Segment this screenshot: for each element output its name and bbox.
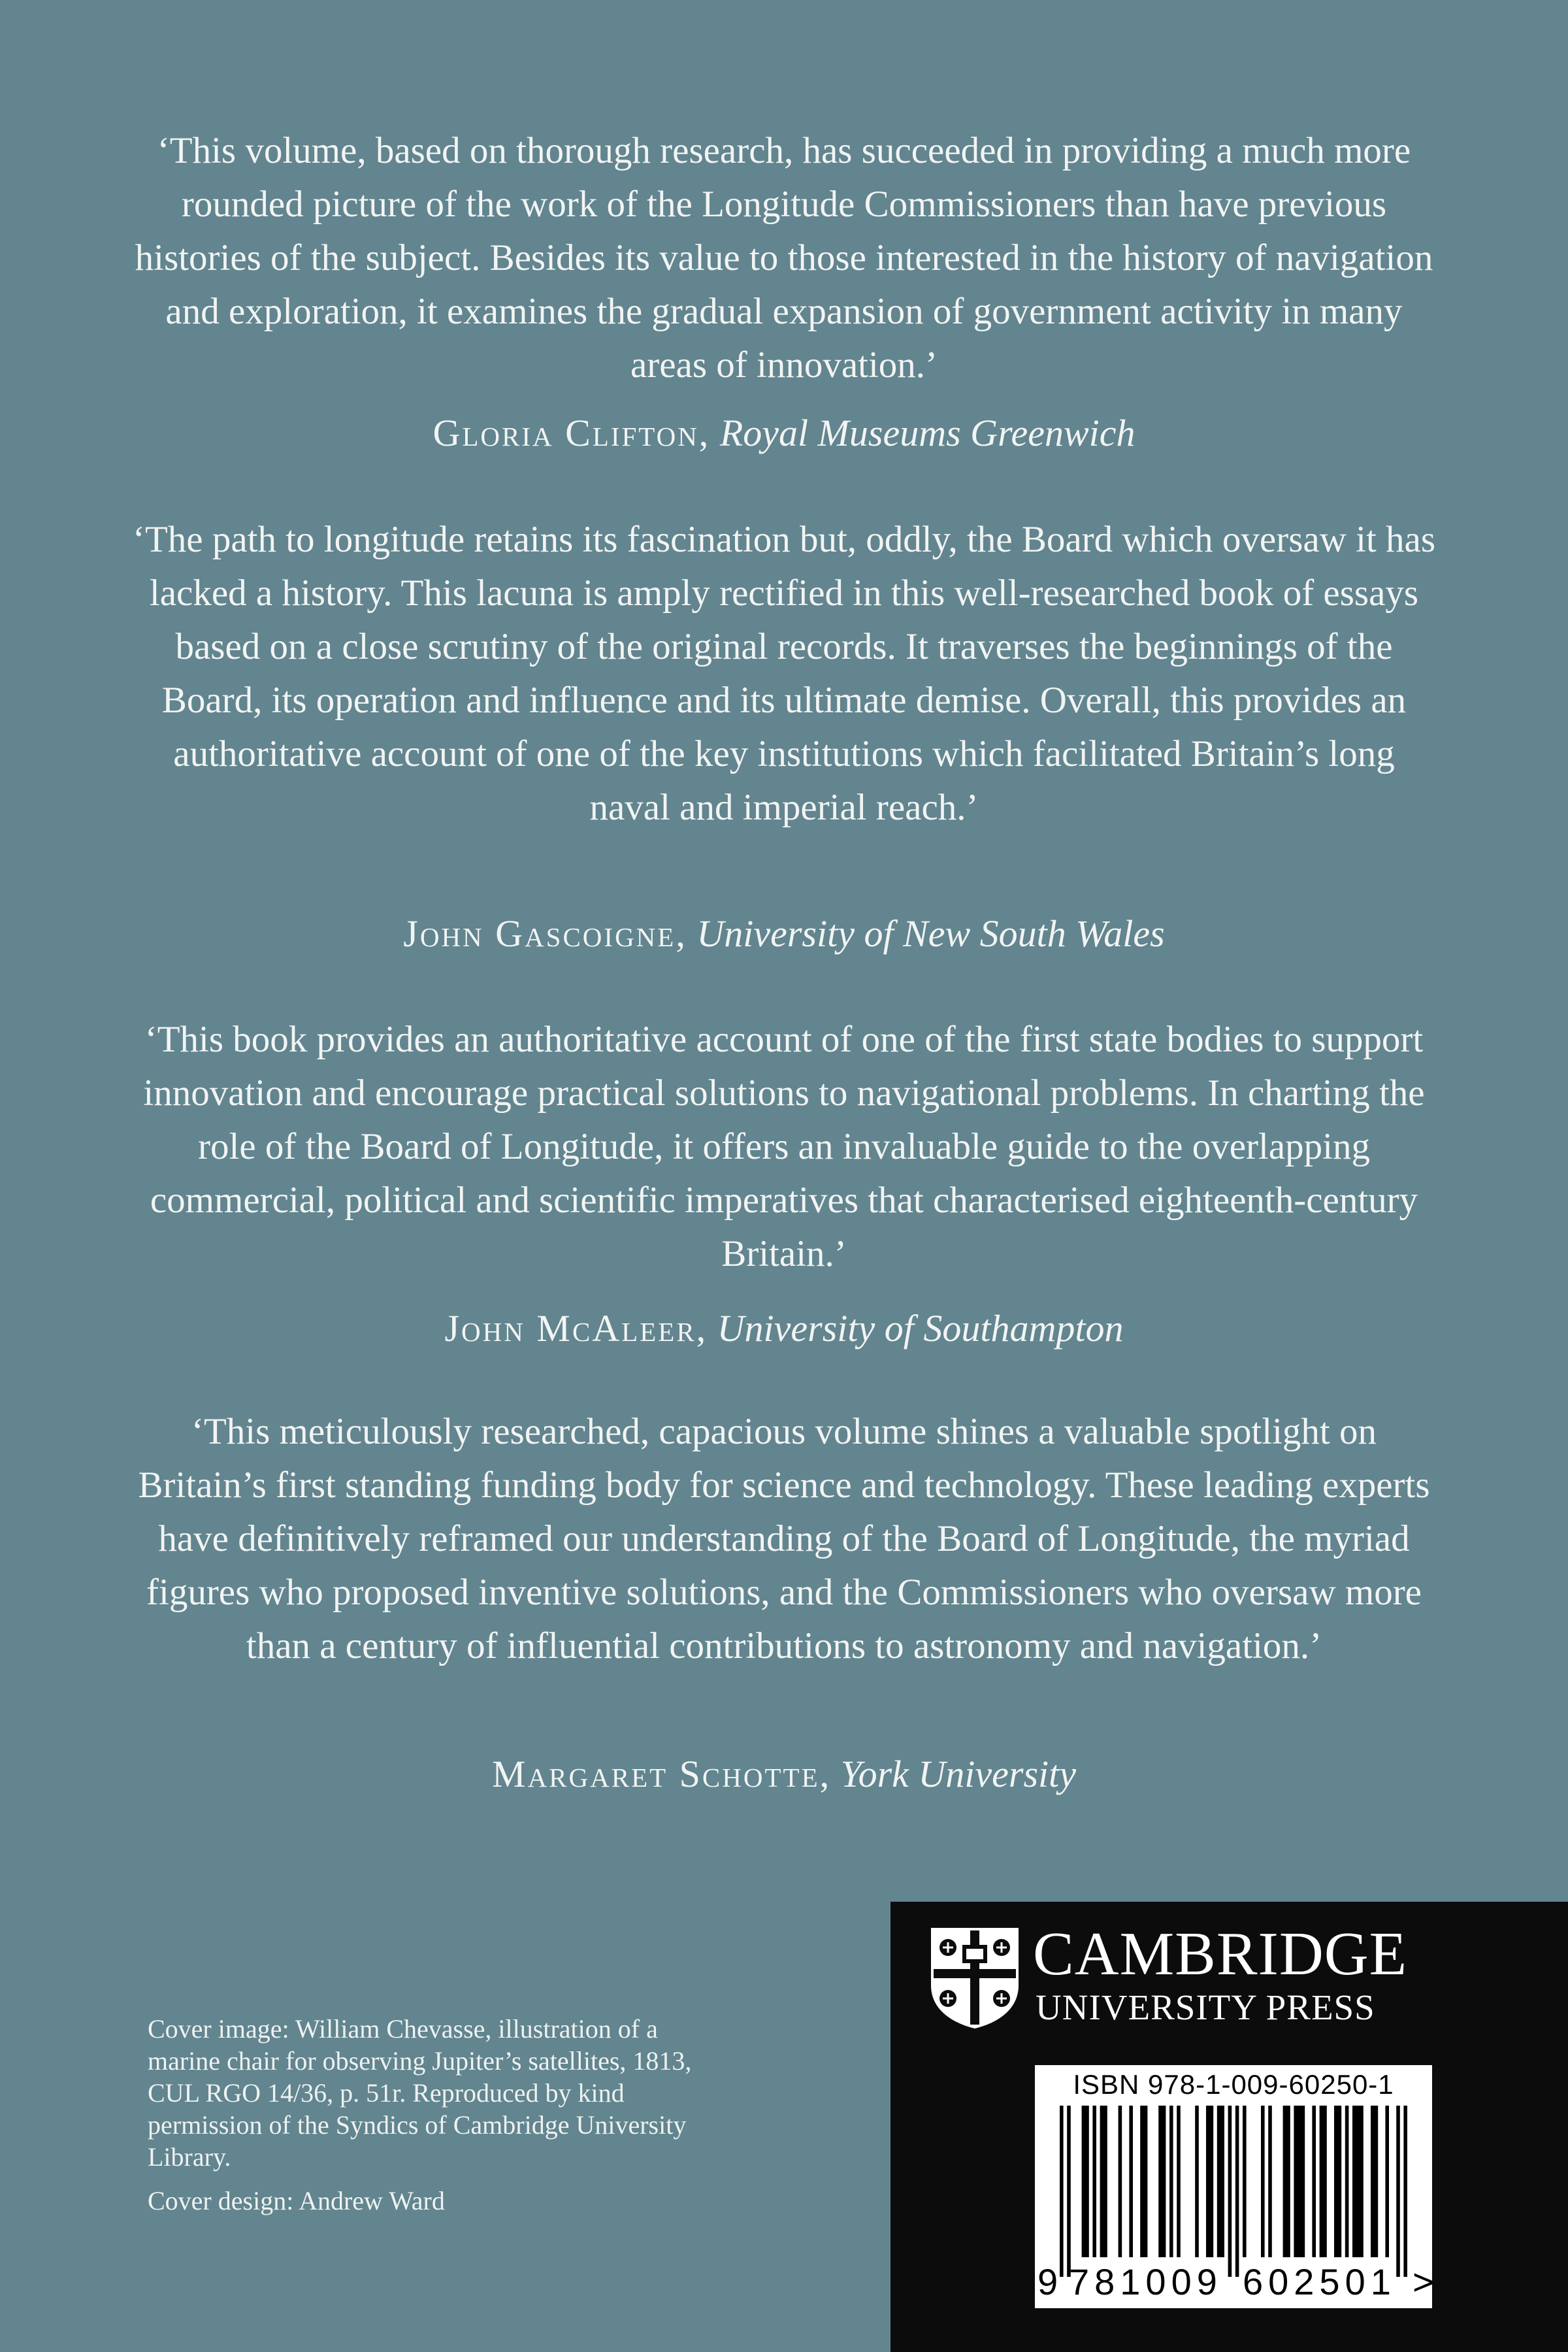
endorser-institution: University of Southampton	[717, 1307, 1124, 1350]
isbn-label: ISBN 978-1-009-60250-1	[1073, 2069, 1394, 2100]
endorsement-quote-3: ‘This book provides an authoritative account of one of the first state bodies to support innovation and encourage practical solutions to navigational problems. In charting the role of the Board of Longitude, it offers an invaluable guide to the overlapping commercial, political and scientific imperatives that characterised eighteenth-century Britain.’	[143, 1019, 1425, 1274]
barcode-digits	[1035, 2259, 1432, 2306]
cover-design-credit: Cover design: Andrew Ward	[148, 2186, 445, 2215]
endorsement-attribution-1	[0, 410, 1568, 456]
isbn-barcode	[1035, 2065, 1432, 2308]
barcode-quiet-zone-marker: >	[1413, 2261, 1434, 2302]
barcode-first-digit: 9	[1037, 2261, 1058, 2302]
endorser-name: Margaret Schotte,	[492, 1753, 832, 1795]
endorsement-quote-2: ‘The path to longitude retains its fascination but, oddly, the Board which oversaw it has lacked a history. This lacuna is amply rectified in this well-researched book of essays based on a close scrutiny of the original records. It traverses the beginnings of the Board, its operation and influence and its ultimate demise. Overall, this provides an authoritative account of one of the key institutions which facilitated Britain’s long naval and imperial reach.’	[132, 519, 1436, 828]
endorser-name: John Gascoigne,	[403, 912, 687, 955]
endorsement-attribution-4	[0, 1751, 1568, 1797]
endorsement-attribution-3	[0, 1306, 1568, 1351]
barcode-bars-icon	[1060, 2106, 1407, 2277]
endorser-institution: Royal Museums Greenwich	[719, 412, 1135, 454]
endorsement-quote-4: ‘This meticulously researched, capacious volume shines a valuable spotlight on Britain’s first standing funding body for science and technology. These leading experts have definitively reframed our understanding of the Board of Longitude, the myriad figures who proposed inventive solutions, and the Commissioners who oversaw more than a century of influential contributions to astronomy and navigation.’	[138, 1411, 1430, 1666]
barcode-right-group: 602501	[1243, 2261, 1396, 2302]
publisher-name	[1033, 1921, 1407, 2029]
publisher-name-line2: UNIVERSITY PRESS	[1036, 1987, 1375, 2027]
barcode-left-group: 781009	[1069, 2261, 1222, 2302]
cover-image-credit: Cover image: William Chevasse, illustration of a marine chair for observing Jupiter’s satellites, 1813, CUL RGO 14/36, p. 51r. Reproduced by kind permission of the Syndics of Cambridge University Library.	[148, 2014, 692, 2172]
endorsement-attribution-2	[0, 911, 1568, 957]
endorsement-quote-1: ‘This volume, based on thorough research, has succeeded in providing a much more rounded picture of the work of the Longitude Commissioners than have previous histories of the subject. Besides its value to those interested in the history of navigation and exploration, it examines the gradual expansion of government activity in many areas of innovation.’	[135, 130, 1433, 386]
endorser-name: Gloria Clifton,	[433, 412, 711, 454]
endorser-name: John McAleer,	[444, 1307, 708, 1350]
cover-credits	[148, 2013, 710, 2217]
endorser-institution: York University	[840, 1753, 1076, 1795]
publisher-panel	[890, 1902, 1568, 2352]
endorser-institution: University of New South Wales	[696, 912, 1165, 955]
cambridge-crest-icon	[928, 1925, 1021, 2030]
publisher-name-line1: CAMBRIDGE	[1033, 1920, 1408, 1988]
